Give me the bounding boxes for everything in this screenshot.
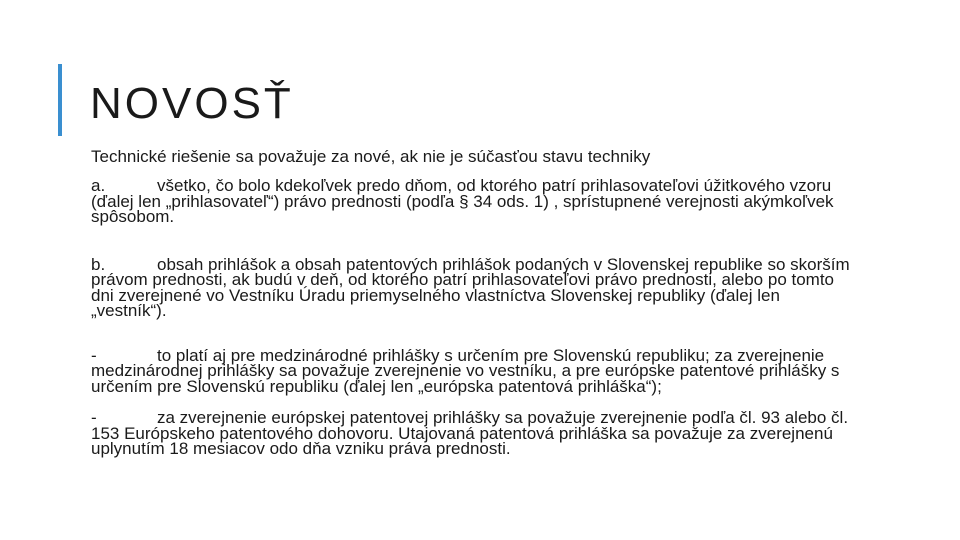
list-item-text: za zverejnenie európskej patentovej prihlášky sa považuje zverejnenie podľa čl. 93 alebo čl. 153 Európskeho patentového dohovoru. Utajovaná patentová prihláška sa považuje za zverejnenú uplynutím 18 mesiacov odo dňa vzniku práva prednosti.	[91, 408, 849, 458]
slide-body	[91, 146, 851, 457]
list-item-b	[91, 254, 851, 320]
list-marker: -	[91, 345, 97, 365]
list-marker: b.	[91, 254, 106, 274]
list-item-a	[91, 178, 851, 225]
list-item-text: obsah prihlášok a obsah patentových prihlášok podaných v Slovenskej republike so skorším právom prednosti, ak budú v deň, od ktorého patrí prihlasovateľovi právo prednosti, alebo po tomto dni zverejnené vo Vestníku Úradu priemyselného vlastníctva Slovenskej republiky (ďalej len „vestník“).	[91, 254, 850, 320]
list-item-dash-1	[91, 345, 851, 396]
slide-title: NOVOSŤ	[90, 79, 294, 128]
list-marker: -	[91, 408, 97, 427]
list-item-dash-2	[91, 410, 851, 457]
list-item-text: to platí aj pre medzinárodné prihlášky s určením pre Slovenskú republiku; za zverejnenie medzinárodnej prihlášky sa považuje zverejnenie vo vestníku, a pre európske patentové prihlášky s určením pre Slovenskú republiku (ďalej len „európska patentová prihláška“);	[91, 345, 840, 396]
list-marker: a.	[91, 176, 106, 195]
list-item-text: všetko, čo bolo kdekoľvek predo dňom, od ktorého patrí prihlasovateľovi úžitkového vzoru (ďalej len „prihlasovateľ“) právo prednosti (podľa § 34 ods. 1) , sprístupnené verejnosti akýmkoľvek spôsobom.	[91, 176, 834, 226]
intro-paragraph: Technické riešenie sa považuje za nové, ak nie je súčasťou stavu techniky	[91, 147, 651, 166]
title-accent-bar	[58, 64, 62, 136]
